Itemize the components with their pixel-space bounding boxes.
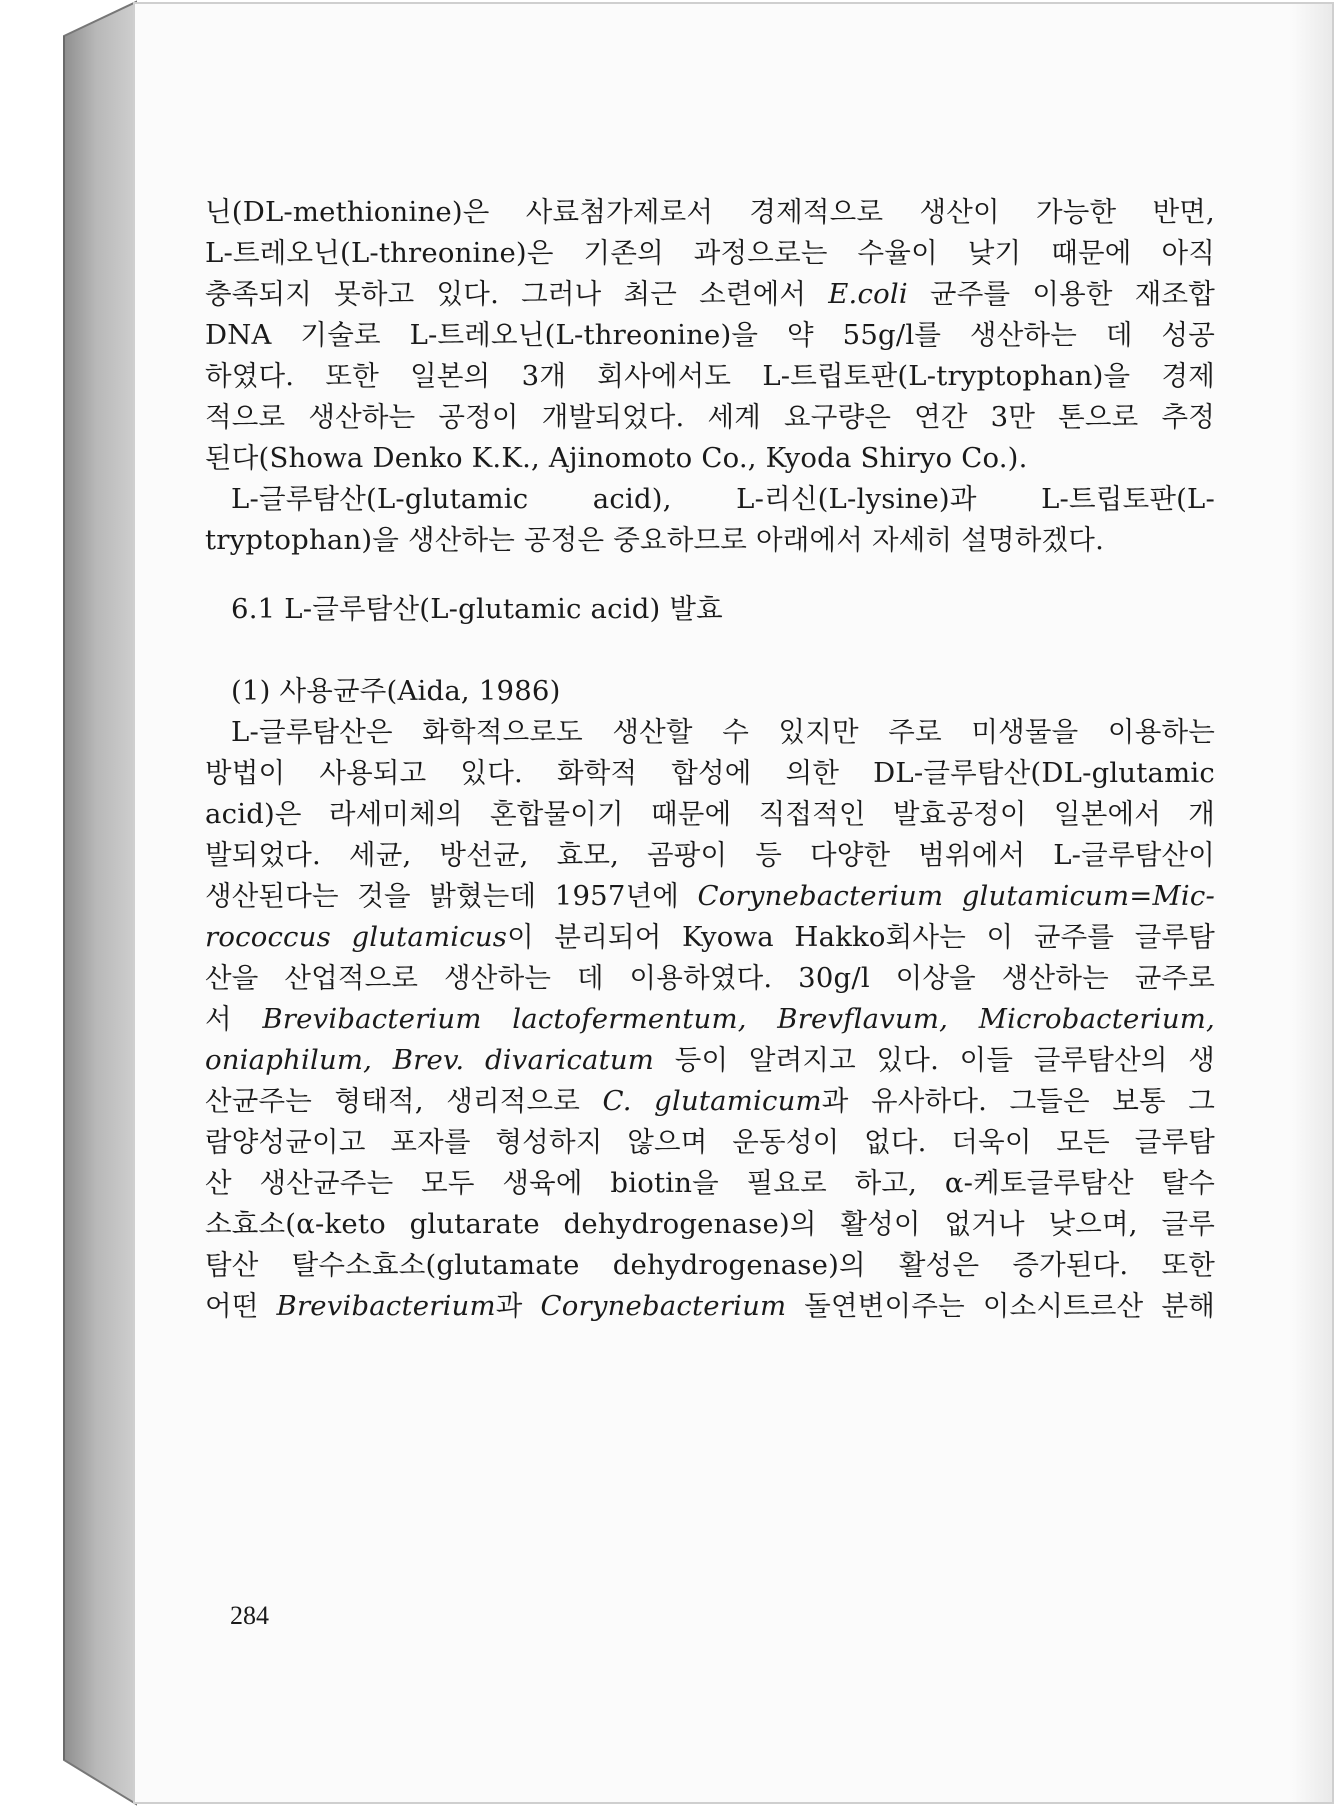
- text-line: tryptophan)을 생산하는 공정은 중요하므로 아래에서 자세히 설명하겠다.: [205, 524, 1105, 556]
- text-line: 닌(DL-methionine)은 사료첨가제로서 경제적으로 생산이 가능한 반면,: [205, 196, 1215, 228]
- text-line: 산 생산균주는 모두 생육에 biotin을 필요로 하고, α-케토글루탐산 탈수: [205, 1167, 1215, 1199]
- text-line: 발되었다. 세균, 방선균, 효모, 곰팡이 등 다양한 범위에서 L-글루탐산이: [205, 839, 1215, 871]
- text-line: L-글루탐산은 화학적으로도 생산할 수 있지만 주로 미생물을 이용하는: [231, 716, 1215, 748]
- text-line: 방법이 사용되고 있다. 화학적 합성에 의한 DL-글루탐산(DL-glutamic: [205, 757, 1215, 789]
- text-line: 탐산 탈수소효소(glutamate dehydrogenase)의 활성은 증가된다. 또한: [205, 1249, 1215, 1281]
- text-line: 충족되지 못하고 있다. 그러나 최근 소련에서 E.coli 균주를 이용한 재조합: [205, 278, 1215, 310]
- text-line: DNA 기술로 L-트레오닌(L-threonine)을 약 55g/l를 생산하는 데 성공: [205, 319, 1215, 351]
- body-text: [205, 192, 1215, 1327]
- text-line: 서 Brevibacterium lactofermentum, Brevflavum, Microbacterium,: [205, 1003, 1215, 1035]
- text-line: 소효소(α-keto glutarate dehydrogenase)의 활성이 없거나 낮으며, 글루: [205, 1208, 1215, 1240]
- text-line: 된다(Showa Denko K.K., Ajinomoto Co., Kyoda Shiryo Co.).: [205, 442, 1028, 474]
- text-line: oniaphilum, Brev. divaricatum 등이 알려지고 있다. 이들 글루탐산의 생: [205, 1044, 1215, 1076]
- text-line: 적으로 생산하는 공정이 개발되었다. 세계 요구량은 연간 3만 톤으로 추정: [205, 401, 1215, 433]
- section-heading: 6.1 L-글루탐산(L-glutamic acid) 발효: [231, 593, 723, 625]
- text-line: L-글루탐산(L-glutamic acid), L-리신(L-lysine)과 L-트립토판(L-: [231, 483, 1215, 515]
- text-line: 어떤 Brevibacterium과 Corynebacterium 돌연변이주는 이소시트르산 분해: [205, 1290, 1215, 1322]
- text-line: 산균주는 형태적, 생리적으로 C. glutamicum과 유사하다. 그들은 보통 그: [205, 1085, 1215, 1117]
- text-line: 산을 산업적으로 생산하는 데 이용하였다. 30g/l 이상을 생산하는 균주로: [205, 962, 1215, 994]
- text-line: L-트레오닌(L-threonine)은 기존의 과정으로는 수율이 낮기 때문에 아직: [205, 237, 1215, 269]
- text-line: 람양성균이고 포자를 형성하지 않으며 운동성이 없다. 더욱이 모든 글루탐: [205, 1126, 1215, 1158]
- text-line: 하였다. 또한 일본의 3개 회사에서도 L-트립토판(L-tryptophan)을 경제: [205, 360, 1215, 392]
- book-spine: [0, 0, 140, 1806]
- text-line: rococcus glutamicus이 분리되어 Kyowa Hakko회사는 이 균주를 글루탐: [205, 921, 1215, 953]
- text-line: 생산된다는 것을 밝혔는데 1957년에 Corynebacterium glutamicum=Mic-: [205, 880, 1215, 912]
- subsection-heading: (1) 사용균주(Aida, 1986): [231, 675, 561, 707]
- page-number: 284: [230, 1601, 269, 1630]
- text-line: acid)은 라세미체의 혼합물이기 때문에 직접적인 발효공정이 일본에서 개: [205, 798, 1215, 830]
